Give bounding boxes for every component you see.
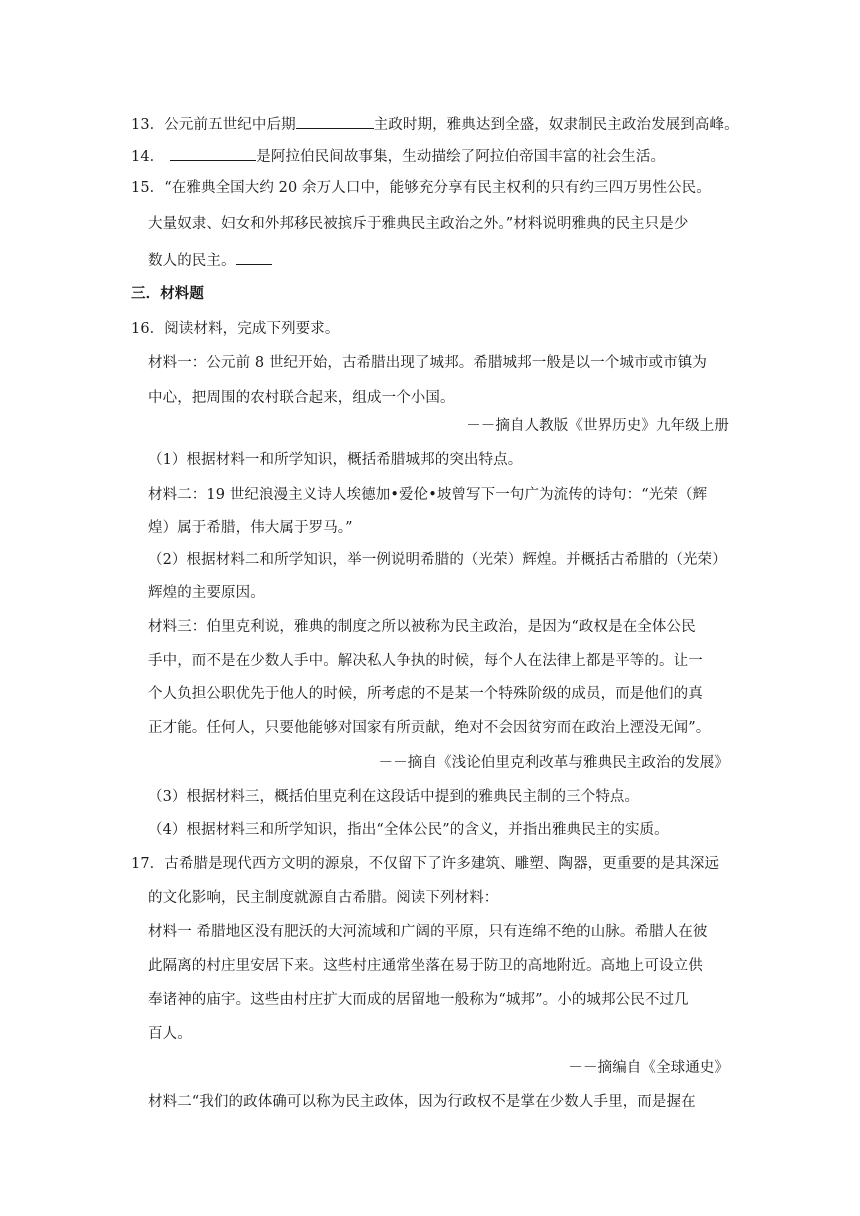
sub-question-2-line2: 辉煌的主要原因。 (148, 585, 265, 601)
question-text: 公元前五世纪中后期 (164, 117, 296, 133)
sub-question-1: （1）根据材料一和所学知识，概括希腊城邦的突出特点。 (148, 452, 523, 468)
question-17 (131, 854, 719, 874)
material-3-line3: 个人负担公职优先于他人的时候，所考虑的不是某一个特殊阶级的成员，而是他们的真 (148, 686, 703, 702)
question-17-line2: 的文化影响，民主制度就源自古希腊。阅读下列材料： (148, 890, 499, 906)
section-title: 三．材料题 (131, 285, 204, 302)
question-15 (131, 178, 711, 198)
question-text: 主政时期，雅典达到全盛，奴隶制民主政治发展到高峰。 (373, 117, 739, 133)
material-2-line2: 煌）属于希腊，伟大属于罗马。” (148, 520, 353, 536)
q17-material-1-line4: 百人。 (148, 1026, 192, 1042)
material-1-line1: 材料一：公元前 8 世纪开始，古希腊出现了城邦。希腊城邦一般是以一个城市或市镇为 (148, 355, 707, 371)
question-number: 13． (131, 117, 165, 133)
question-text: “在雅典全国大约 20 余万人口中，能够充分享有民主权利的只有约三四万男性公民。 (164, 180, 711, 196)
sub-question-2-line1: （2）根据材料二和所学知识，举一例说明希腊的（光荣）辉煌。并概括古希腊的（光荣） (148, 552, 727, 568)
question-number: 16． (131, 321, 165, 337)
answer-blank[interactable] (296, 113, 374, 129)
material-3-source: －－摘自《浅论伯里克利改革与雅典民主政治的发展》 (378, 755, 729, 771)
sub-question-3: （3）根据材料三，概括伯里克利在这段话中提到的雅典民主制的三个特点。 (148, 789, 640, 805)
question-number: 15． (131, 180, 165, 196)
material-3-line2: 手中，而不是在少数人手中。解决私人争执的时候，每个人在法律上都是平等的。让一 (148, 653, 703, 669)
material-2-line1: 材料二：19 世纪浪漫主义诗人埃德加•爱伦•坡曾写下一句广为流传的诗句：“光荣（辉 (148, 487, 708, 503)
material-1-line2: 中心，把周围的农村联合起来，组成一个小国。 (148, 390, 455, 406)
material-3-line4: 正才能。任何人，只要他能够对国家有所贡献，绝对不会因贫穷而在政治上湮没无闻”。 (148, 720, 711, 736)
question-text: 阅读材料，完成下列要求。 (164, 321, 340, 337)
q17-material-1-line1: 材料一 希腊地区没有肥沃的大河流域和广阔的平原，只有连绵不绝的山脉。希腊人在彼 (148, 924, 708, 940)
question-text: 古希腊是现代西方文明的源泉，不仅留下了许多建筑、雕塑、陶器，更重要的是其深远 (164, 856, 720, 872)
question-13 (131, 113, 739, 133)
q17-material-1-source: －－摘编自《全球通史》 (568, 1060, 729, 1076)
q17-material-2-line1: 材料二“我们的政体确可以称为民主政体，因为行政权不是掌在少数人手里，而是握在 (148, 1094, 696, 1110)
q17-material-1-line3: 奉诸神的庙宇。这些由村庄扩大而成的居留地一般称为“城邦”。小的城邦公民不过几 (148, 992, 689, 1008)
question-number: 14． (131, 149, 165, 165)
material-3-line1: 材料三：伯里克利说，雅典的制度之所以被称为民主政治，是因为“政权是在全体公民 (148, 619, 696, 635)
answer-blank[interactable] (236, 249, 272, 265)
answer-blank[interactable] (170, 145, 256, 161)
question-15-line3: 数人的民主。 (148, 249, 272, 269)
material-1-source: －－摘自人教版《世界历史》九年级上册 (466, 418, 729, 434)
q17-material-1-line2: 此隔离的村庄里安居下来。这些村庄通常坐落在易于防卫的高地附近。高地上可设立供 (148, 958, 703, 974)
sub-question-4: （4）根据材料三和所学知识，指出“全体公民”的含义，并指出雅典民主的实质。 (148, 822, 669, 838)
question-15-line2: 大量奴隶、妇女和外邦移民被摈斥于雅典民主政治之外。”材料说明雅典的民主只是少 (148, 216, 689, 232)
question-14 (131, 145, 665, 165)
question-16 (131, 319, 339, 339)
question-number: 17． (131, 856, 165, 872)
question-text: 是阿拉伯民间故事集，生动描绘了阿拉伯帝国丰富的社会生活。 (256, 149, 666, 165)
